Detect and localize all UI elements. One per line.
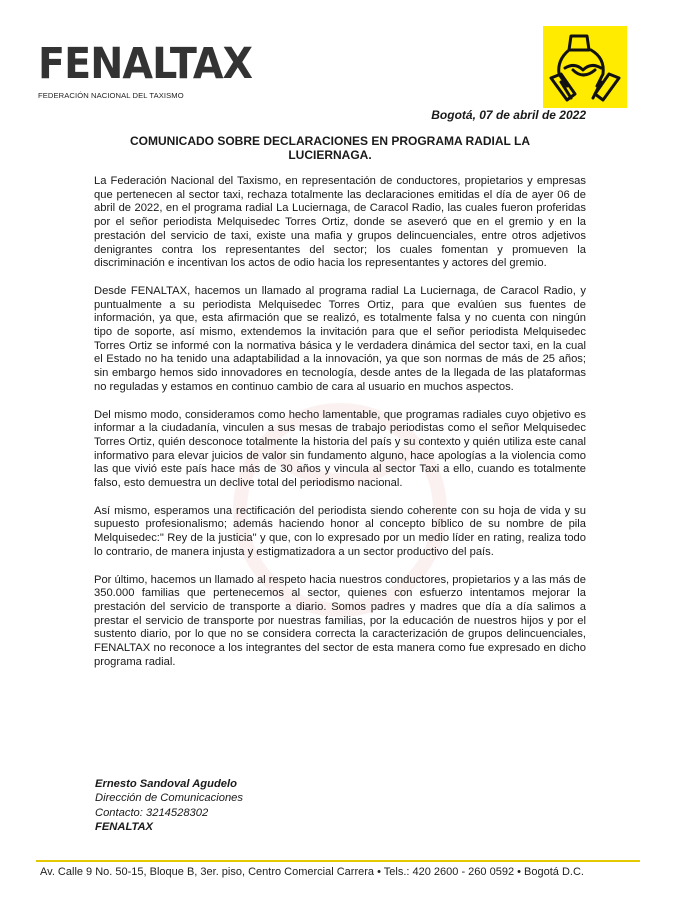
paragraph: La Federación Nacional del Taxismo, en representación de conductores, propietarios y empresas que pertenecen al sector taxi, rechaza totalmente las declaraciones emitidas el día de ayer 06 de abril de 2022, en el programa radial La Luciernaga, de Caracol Radio, las cuales fueron proferidas por el señor periodista Melquisedec Torres Ortiz, donde se aseveró que en el gremio y en la prestación del servicio de taxi, existe una mafia y grupos delincuenciales, entre otros adjetivos denigrantes contra los representantes del sector; los cuales fomentan y promueven la discriminación e incentivan los actos de odio hacia los representantes y actores del gremio. bbox=[94, 175, 586, 270]
hands-together-icon bbox=[543, 26, 627, 108]
logo-subtitle: FEDERACIÓN NACIONAL DEL TAXISMO bbox=[38, 91, 184, 100]
paragraph: Del mismo modo, consideramos como hecho lamentable, que programas radiales cuyo objetivo es informar a la ciudadanía, vinculen a sus mesas de trabajo periodistas como el señor Melquisedec Torres Ortiz, quién desconoce totalmente la historia del país y su contexto y quién utiliza este canal informativo para elevar juicios de valor sin fundamento alguno, hace apologías a la violencia como las que vivió este país hace más de 30 años y vincula al sector Taxi a ello, cuando es totalmente falso, esto demuestra un declive total del periodismo nacional. bbox=[94, 408, 586, 490]
fenaltax-logo bbox=[38, 39, 253, 100]
signer-contact: Contacto: 3214528302 bbox=[95, 806, 209, 819]
paragraph: Así mismo, esperamos una rectificación del periodista siendo coherente con su hoja de vida y su supuesto profesionalismo; además haciendo honor al concepto bíblico de su nombre de pila Melquisedec:" Rey de la justicia" y que, con lo expresado por un medio líder en rating, realiza todo lo contrario, de manera injusta y estigmatizadora a un sector productivo del país. bbox=[94, 504, 586, 558]
document-title: COMUNICADO SOBRE DECLARACIONES EN PROGRAMA RADIAL LA LUCIERNAGA. bbox=[129, 134, 530, 162]
document-date: Bogotá, 07 de abril de 2022 bbox=[431, 108, 586, 122]
logo-wordmark: FENALTAX bbox=[38, 39, 253, 89]
footer-address: Av. Calle 9 No. 50-15, Bloque B, 3er. piso, Centro Comercial Carrera • Tels.: 420 2600 - 260 0592 • Bogotá D.C. bbox=[40, 866, 584, 878]
signer-org: FENALTAX bbox=[95, 820, 154, 833]
signer-role: Dirección de Comunicaciones bbox=[95, 792, 243, 805]
signer-name: Ernesto Sandoval Agudelo bbox=[95, 778, 237, 790]
paragraph: Por último, hacemos un llamado al respeto hacia nuestros conductores, propietarios y a las más de 350.000 familias que pertenecemos al sector, quienes con esfuerzo intentamos mejorar la prestación del servicio de transporte a diario. Somos padres y madres que día a día salimos a prestar el servicio de transporte por nuestras familias, por la educación de nuestros hijos y por el sustento diario, por lo que no se considera correcta la caracterización de grupos delincuenciales, FENALTAX no reconoce a los integrantes del sector de esta manera como fue expresado en dicho programa radial. bbox=[94, 573, 586, 668]
signature-block bbox=[95, 777, 243, 834]
document-body bbox=[94, 175, 586, 684]
paragraph: Desde FENALTAX, hacemos un llamado al programa radial La Luciernaga, de Caracol Radio, y puntualmente a su periodista Melquisedec Torres Ortiz, para que evalúen sus fuentes de información, ya que, esta afirmación que se realizó, es totalmente falsa y no cuenta con ningún tipo de soporte, así mismo, extendemos la invitación para que el señor periodista Melquisedec Torres Ortiz se informé con la normativa básica y le verdadera dinámica del sector taxi, en la cual el Estado no ha tenido una adaptabilidad a la innovación, ya que son normas de más de 25 años; sin embargo hemos sido innovadores en tecnología, desde antes de la llegada de las plataformas no reguladas y estamos en continuo cambio de cara al usuario en muchos aspectos. bbox=[94, 284, 586, 393]
footer-divider bbox=[36, 860, 640, 862]
